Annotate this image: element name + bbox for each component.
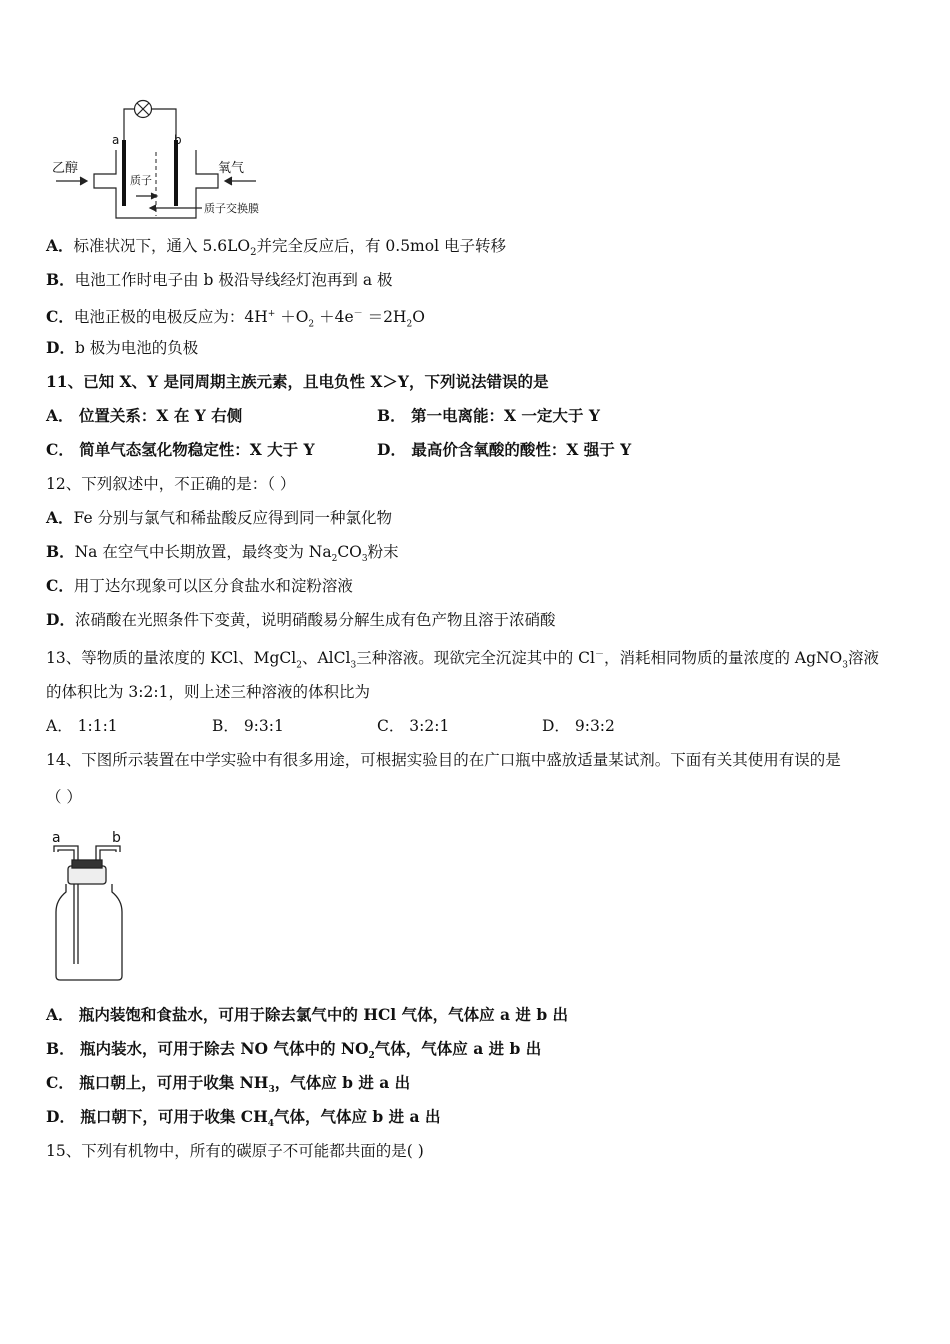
q13-option-a: A． 1:1:1 — [46, 717, 118, 735]
wire — [124, 109, 135, 140]
q14-option-d: D． 瓶口朝下，可用于收集 $CH_4$气体，气体应 b 进 a 出 — [46, 1107, 441, 1130]
label-ethanol: 乙醇 — [52, 161, 79, 176]
q13-option-d: D． 9:3:2 — [542, 717, 615, 735]
label-oxygen: 氧气 — [218, 161, 245, 176]
q15-stem: 15、下列有机物中，所有的碳原子不可能都共面的是( ) — [46, 1142, 424, 1160]
electrode-a — [122, 140, 126, 206]
q12-option-c: C．用丁达尔现象可以区分食盐水和淀粉溶液 — [46, 576, 353, 595]
electrode-b — [174, 140, 178, 206]
q14-option-c: C． 瓶口朝上，可用于收集 $NH_3$，气体应 b 进 a 出 — [46, 1073, 411, 1096]
q11-option-a: A． 位置关系：X 在 Y 右侧 — [46, 406, 243, 425]
stopper — [68, 866, 106, 884]
q14-option-b: B． 瓶内装水，可用于除去 NO 气体中的 $NO_2$气体，气体应 a 进 b 出 — [46, 1039, 542, 1062]
q11-option-b: B． 第一电离能：X 一定大于 Y — [377, 406, 600, 425]
q13-option-c: C． 3:2:1 — [377, 717, 450, 735]
q14-option-a: A． 瓶内装饱和食盐水，可用于除去氯气中的 HCl 气体，气体应 a 进 b 出 — [46, 1005, 569, 1024]
q10-option-d: D．b 极为电池的负极 — [46, 338, 199, 357]
q12-option-a: A．Fe 分别与氯气和稀盐酸反应得到同一种氯化物 — [46, 508, 393, 527]
q14-stem: 14、下图所示装置在中学实验中有很多用途，可根据实验目的在广口瓶中盛放适量某试剂。下面有关其使用有误的是 — [46, 751, 841, 769]
q11-stem: 11、已知 X、Y 是同周期主族元素，且电负性 X＞Y，下列说法错误的是 — [46, 372, 549, 391]
label-proton: 质子 — [130, 174, 152, 187]
label-tube-b: b — [112, 830, 121, 846]
q10-option-b: B．电池工作时电子由 b 极沿导线经灯泡再到 a 极 — [46, 270, 393, 289]
q11-option-d: D． 最高价含氧酸的酸性：X 强于 Y — [377, 440, 632, 459]
q10-option-a: A．标准状况下，通入 $5.6LO_2$并完全反应后，有 0.5mol 电子转移 — [46, 236, 506, 259]
label-a: a — [112, 133, 120, 147]
q12-option-d: D．浓硝酸在光照条件下变黄，说明硝酸易分解生成有色产物且溶于浓硝酸 — [46, 610, 556, 629]
q13-stem-line2: 的体积比为 3:2:1，则上述三种溶液的体积比为 — [46, 683, 370, 701]
label-tube-a: a — [52, 830, 61, 846]
q13-option-b: B． 9:3:1 — [212, 717, 284, 735]
fuel-cell-diagram — [46, 92, 286, 222]
q12-stem: 12、下列叙述中，不正确的是：（ ） — [46, 475, 296, 493]
q12-option-b: B．Na 在空气中长期放置，最终变为 $Na_2CO_3$粉末 — [46, 542, 399, 565]
label-membrane: 质子交换膜 — [204, 202, 259, 215]
q11-option-c: C． 简单气态氢化物稳定性：X 大于 Y — [46, 440, 315, 459]
gas-bottle-diagram — [46, 826, 146, 986]
label-b: b — [174, 133, 182, 147]
bottle-body — [56, 884, 122, 980]
q10-option-c: C．电池正极的电极反应为：$4H^+ +O_2 +4e^- =2H_2O$ — [46, 307, 425, 330]
q14-paren: （ ） — [46, 788, 82, 806]
q13-stem: 13、等物质的量浓度的 KCl、MgCl$_2$、AlCl$_3$三种溶液。现欲完全沉淀其中的 Cl－，消耗相同物质的量浓度的 AgNO$_3$溶液 — [46, 649, 880, 671]
